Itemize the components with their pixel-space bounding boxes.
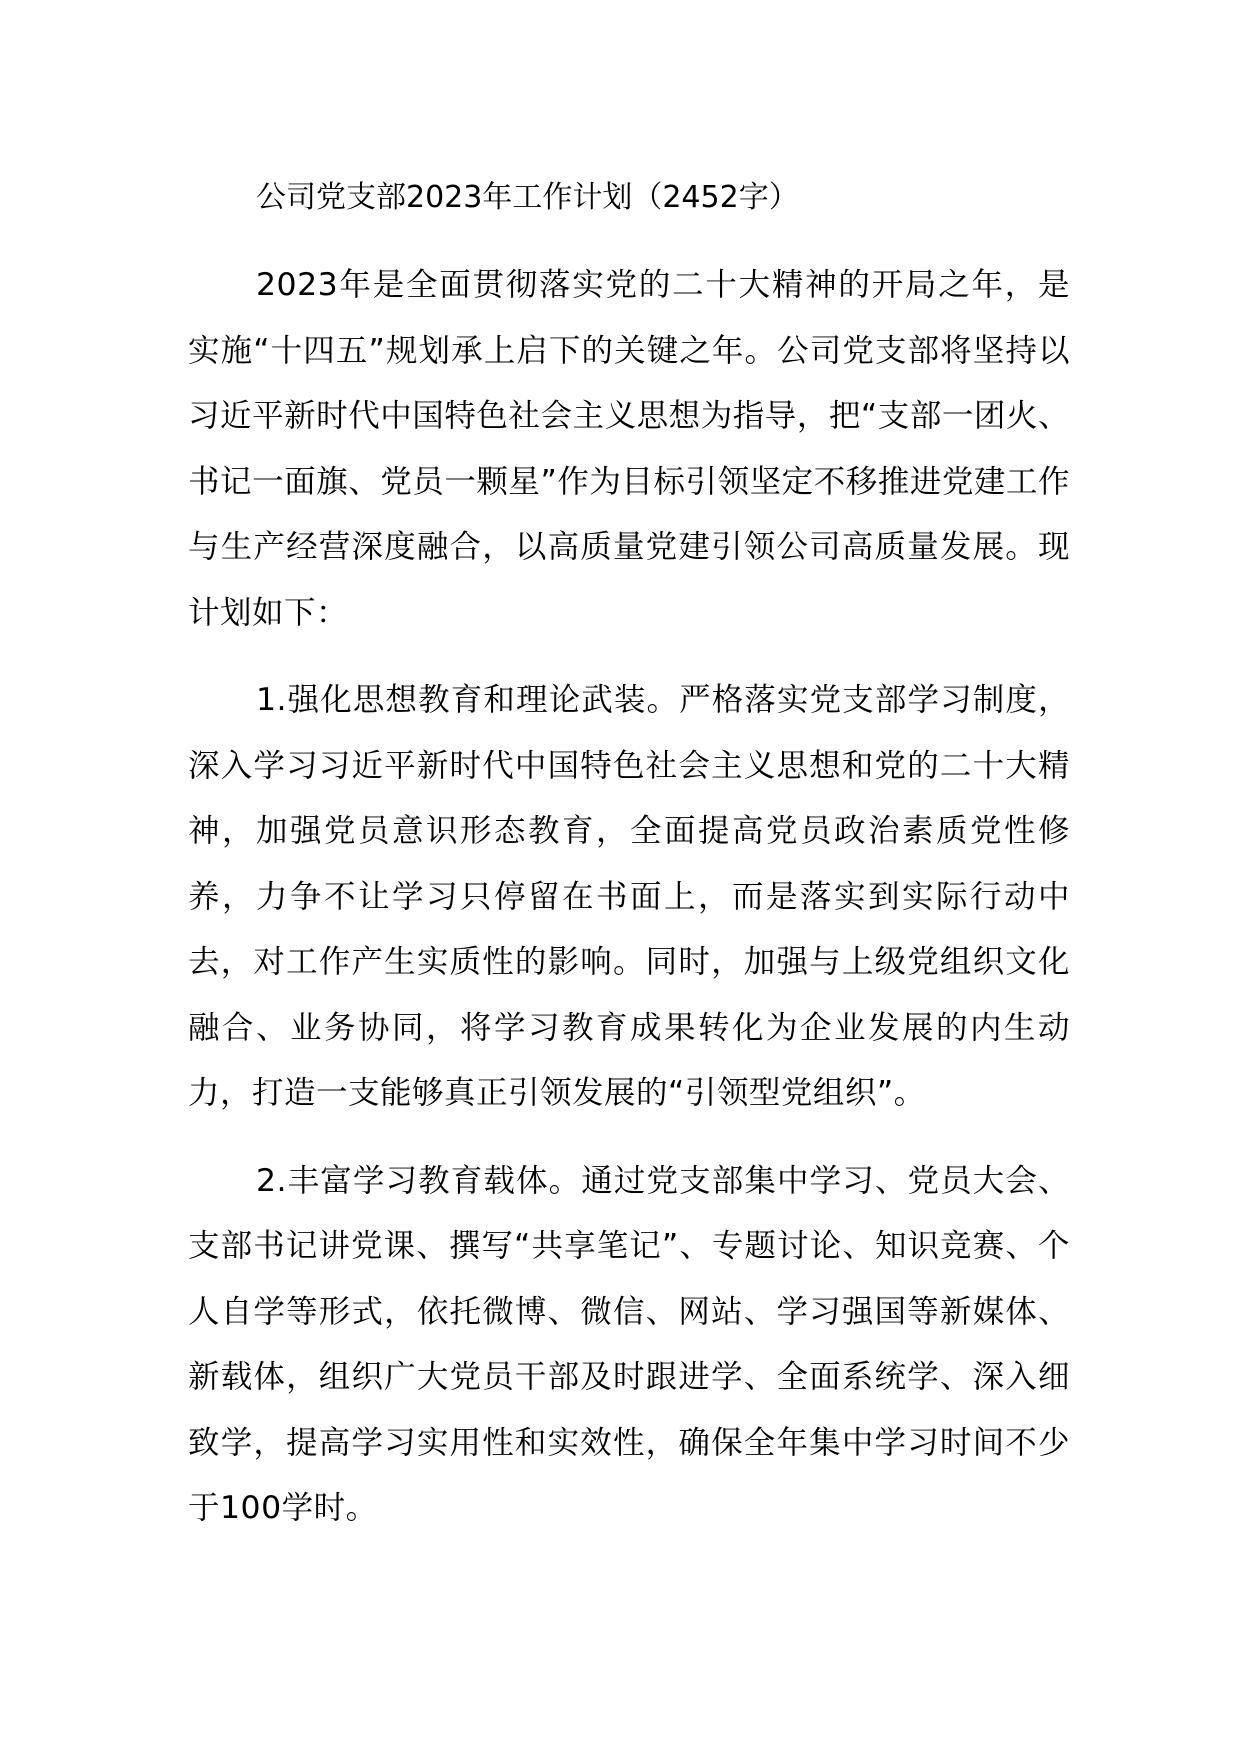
document-title: 公司党支部2023年工作计划（2452字）: [256, 180, 799, 215]
paragraph-item-2: 2.丰富学习教育载体。通过党支部集中学习、党员大会、支部书记讲党课、撰写“共享笔记”、专题讨论、知识竞赛、个人自学等形式，依托微博、微信、网站、学习强国等新媒体、新载体，组织广大党员干部及时跟进学、全面系统学、深入细致学，提高学习实用性和实效性，确保全年集中学习时间不少于100学时。: [188, 1162, 1070, 1526]
paragraph-intro: 2023年是全面贯彻落实党的二十大精神的开局之年，是实施“十四五”规划承上启下的关键之年。公司党支部将坚持以习近平新时代中国特色社会主义思想为指导，把“支部一团火、书记一面旗、党员一颗星”作为目标引领坚定不移推进党建工作与生产经营深度融合，以高质量党建引领公司高质量发展。现计划如下：: [188, 267, 1070, 631]
paragraph-item-1: 1.强化思想教育和理论武装。严格落实党支部学习制度，深入学习习近平新时代中国特色社会主义思想和党的二十大精神，加强党员意识形态教育，全面提高党员政治素质党性修养，力争不让学习只停留在书面上，而是落实到实际行动中去，对工作产生实质性的影响。同时，加强与上级党组织文化融合、业务协同，将学习教育成果转化为企业发展的内生动力，打造一支能够真正引领发展的“引领型党组织”。: [188, 682, 1070, 1111]
